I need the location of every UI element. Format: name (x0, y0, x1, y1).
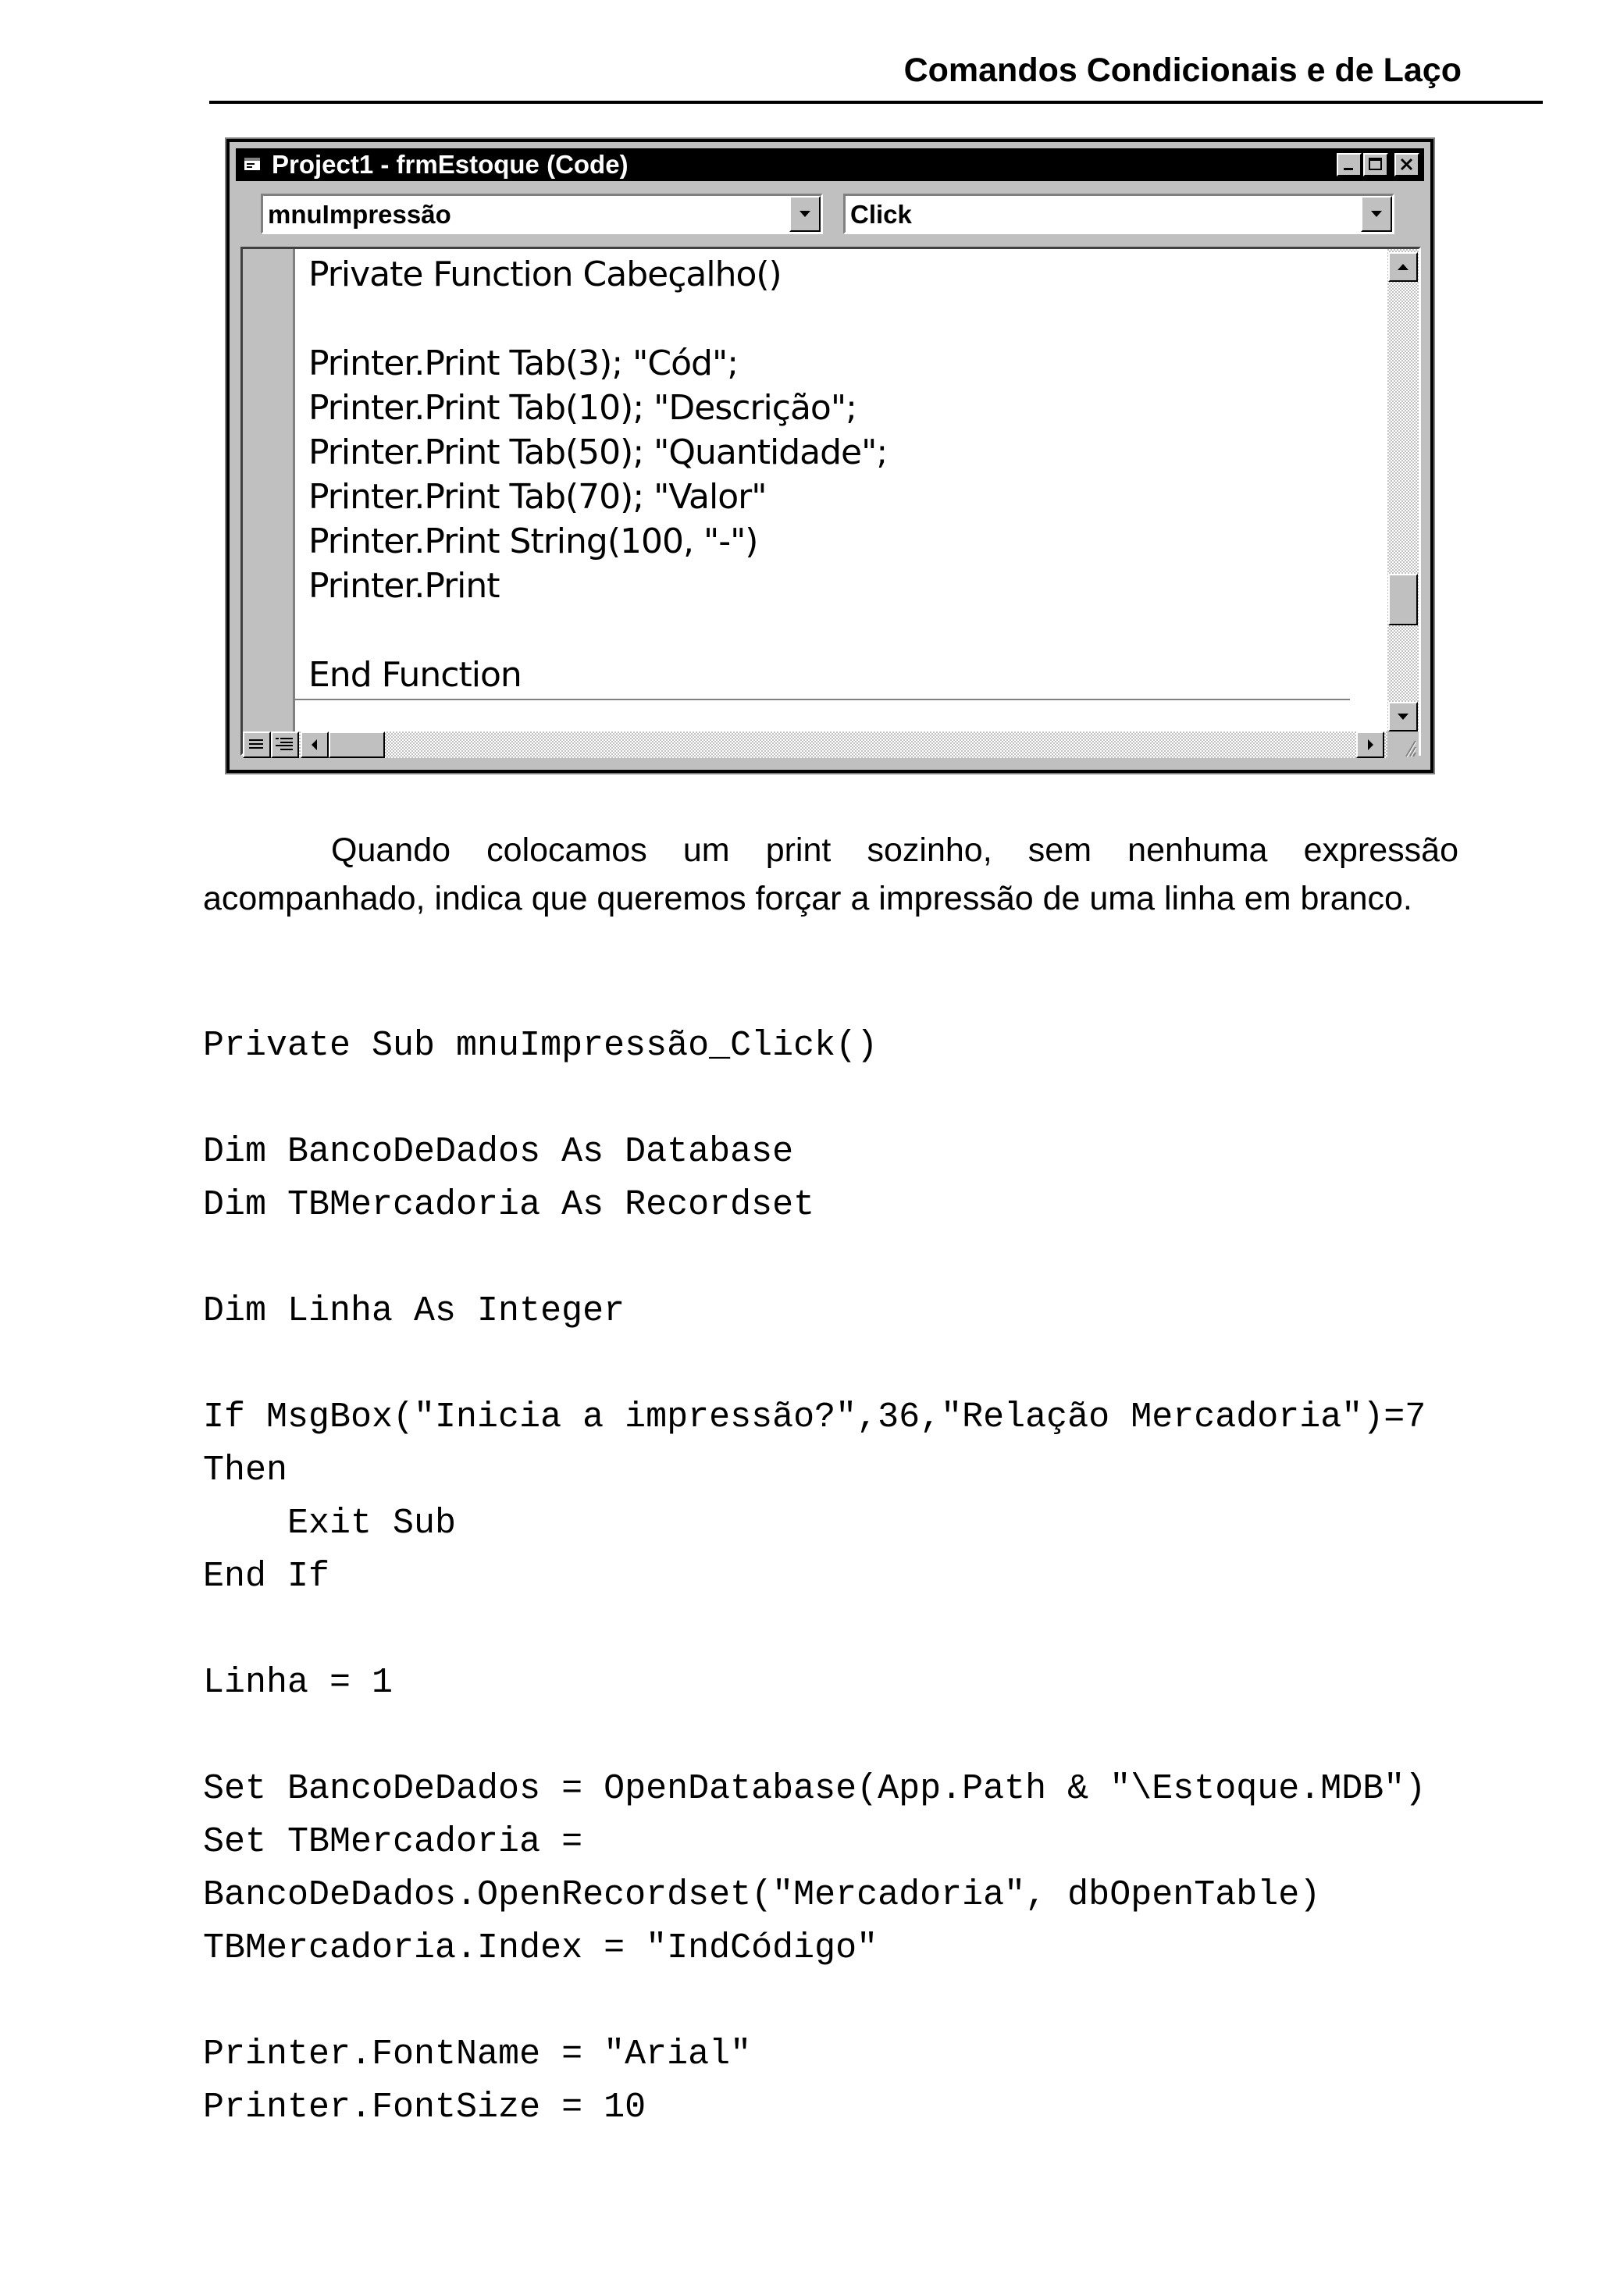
listing-line (203, 1604, 1483, 1657)
body-paragraph: Quando colocamos um print sozinho, sem nenhuma expressão acompanhado, indica que queremos forçar a impressão de uma linha em branco. (203, 831, 1458, 917)
listing-line (203, 1975, 1483, 2028)
listing-line: TBMercadoria.Index = "IndCódigo" (203, 1928, 878, 1968)
full-module-view-button[interactable] (271, 732, 299, 758)
object-combo-value: mnuImpressão (268, 200, 451, 229)
procedure-combo[interactable] (843, 194, 1394, 234)
procedure-view-button[interactable] (243, 732, 271, 758)
procedure-separator (294, 699, 1350, 700)
page-header: Comandos Condicionais e de Laço (903, 52, 1462, 89)
code-line: End Function (308, 655, 522, 695)
object-combo-dropdown-button[interactable] (789, 196, 821, 232)
listing-line: Linha = 1 (203, 1663, 394, 1703)
code-area[interactable] (308, 252, 1347, 697)
code-line (308, 608, 1347, 653)
window-title: Project1 - frmEstoque (Code) (272, 150, 629, 179)
margin-indicator-bar[interactable] (243, 249, 295, 732)
code-editor[interactable] (240, 247, 1421, 756)
code-line: Private Function Cabeçalho() (308, 255, 782, 294)
listing-line: Set TBMercadoria = (203, 1822, 583, 1862)
code-window-icon (244, 155, 261, 173)
listing-line: End If (203, 1557, 330, 1597)
horizontal-scrollbar[interactable] (243, 732, 1387, 758)
code-line: Printer.Print Tab(10); "Descrição"; (308, 388, 856, 428)
listing-line: Exit Sub (203, 1504, 457, 1543)
code-line (308, 297, 1347, 341)
vertical-scrollbar[interactable] (1387, 249, 1419, 732)
listing-line: Printer.FontName = "Arial" (203, 2034, 752, 2074)
listing-line (203, 1232, 1483, 1285)
title-bar[interactable] (236, 148, 1424, 181)
listing-line: Printer.FontSize = 10 (203, 2088, 646, 2127)
code-window (226, 139, 1433, 773)
code-listing (203, 1020, 1483, 2134)
listing-line: If MsgBox("Inicia a impressão?",36,"Relação Mercadoria")=7 (203, 1397, 1426, 1437)
scroll-left-button[interactable] (301, 732, 329, 758)
code-line: Printer.Print String(100, "-") (308, 521, 758, 561)
procedure-combo-dropdown-button[interactable] (1361, 196, 1392, 232)
scroll-right-button[interactable] (1356, 732, 1384, 758)
scroll-up-button[interactable] (1388, 252, 1418, 282)
header-rule (209, 101, 1543, 104)
listing-line: Set BancoDeDados = OpenDatabase(App.Path & "\Estoque.MDB") (203, 1769, 1426, 1809)
listing-line: BancoDeDados.OpenRecordset("Mercadoria", dbOpenTable) (203, 1875, 1321, 1915)
code-line: Printer.Print Tab(70); "Valor" (308, 477, 767, 517)
vertical-scroll-thumb[interactable] (1388, 574, 1418, 625)
minimize-button[interactable] (1337, 153, 1362, 176)
listing-line: Dim Linha As Integer (203, 1291, 625, 1331)
listing-line (203, 1073, 1483, 1126)
listing-line: Then (203, 1451, 288, 1490)
listing-line (203, 1710, 1483, 1763)
listing-line (203, 1338, 1483, 1391)
code-line: Printer.Print Tab(3); "Cód"; (308, 344, 739, 383)
size-grip[interactable] (1387, 732, 1419, 758)
listing-line: Dim BancoDeDados As Database (203, 1132, 794, 1172)
close-button[interactable] (1394, 153, 1419, 176)
listing-line: Dim TBMercadoria As Recordset (203, 1185, 815, 1225)
code-line: Printer.Print (308, 566, 500, 606)
listing-line: Private Sub mnuImpressão_Click() (203, 1026, 878, 1066)
maximize-button[interactable] (1363, 153, 1388, 176)
horizontal-scroll-thumb[interactable] (329, 732, 385, 758)
code-line: Printer.Print Tab(50); "Quantidade"; (308, 433, 888, 472)
procedure-combo-value: Click (850, 200, 912, 229)
scroll-down-button[interactable] (1388, 702, 1418, 732)
object-combo[interactable] (261, 194, 823, 234)
